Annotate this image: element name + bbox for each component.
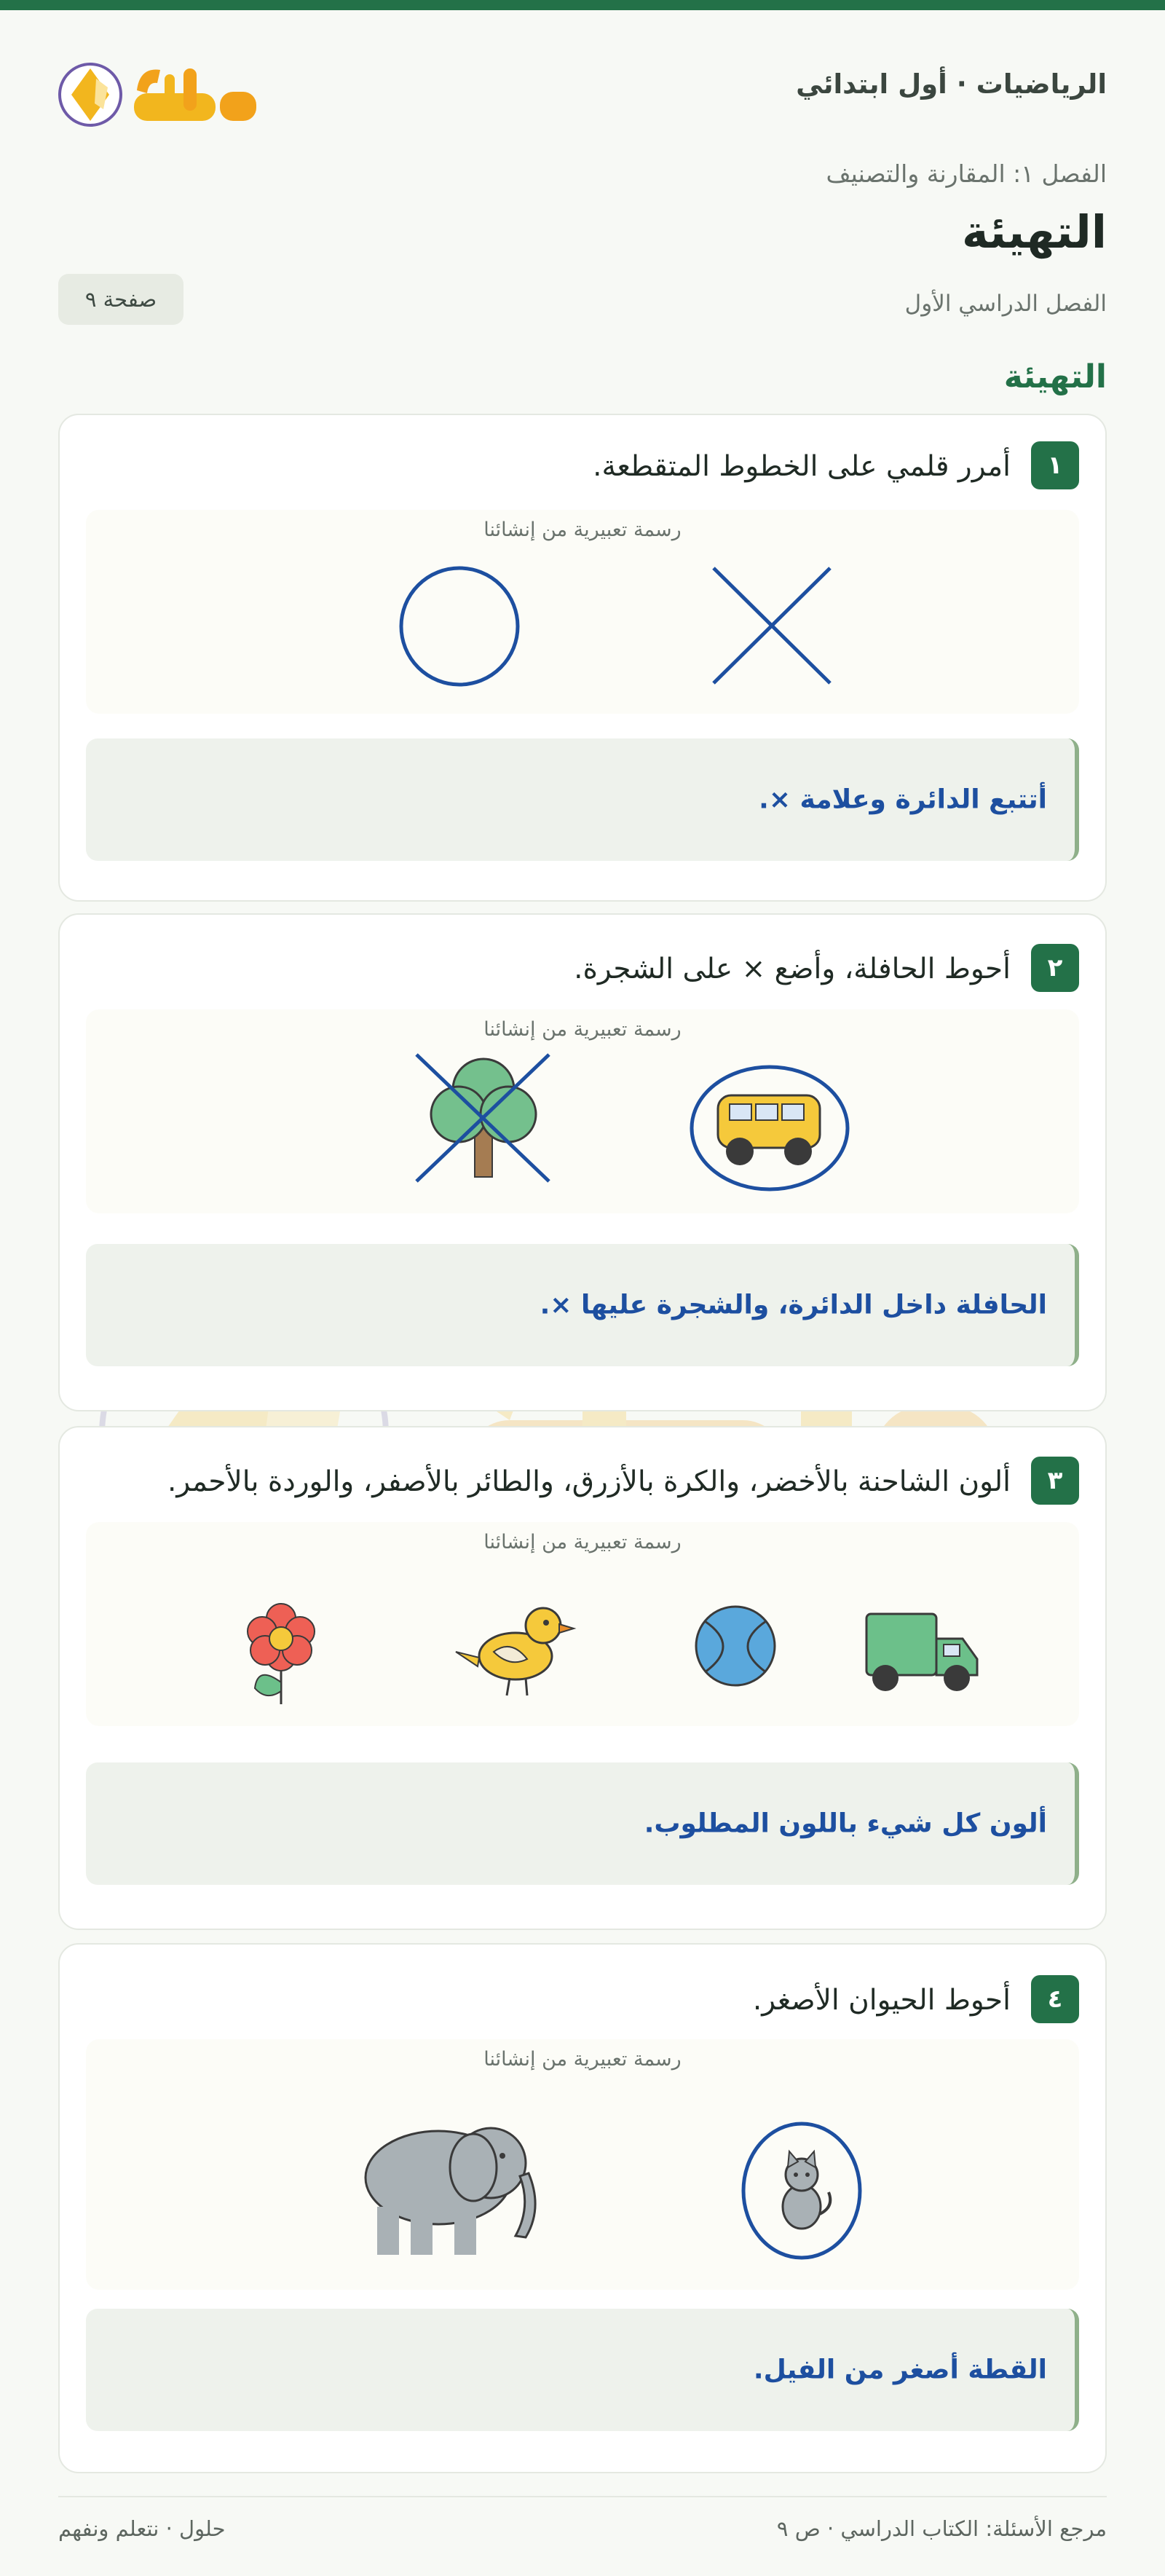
subject-grade: الرياضيات · أول ابتدائي	[796, 68, 1107, 100]
hulool-logo[interactable]	[58, 47, 262, 141]
question-card-1	[58, 414, 1107, 902]
elephant-icon[interactable]	[366, 2128, 535, 2255]
question-text: ألون الشاحنة بالأخضر، والكرة بالأزرق، والطائر بالأصفر، والوردة بالأحمر.	[167, 1465, 1011, 1498]
flower-icon[interactable]	[248, 1604, 315, 1704]
answer-box	[86, 1244, 1079, 1366]
question-figure	[86, 2039, 1079, 2290]
question-number: ٤	[1031, 1975, 1079, 2023]
question-figure	[86, 510, 1079, 714]
ball-icon[interactable]	[696, 1607, 775, 1685]
question-number: ٣	[1031, 1457, 1079, 1505]
semester-label: الفصل الدراسي الأول	[904, 291, 1107, 317]
logo-emblem-icon	[60, 64, 121, 125]
x-mark-icon[interactable]	[714, 568, 830, 683]
figure-caption: رسمة تعبيرية من إنشائنا	[483, 519, 682, 541]
tree-icon[interactable]	[416, 1055, 549, 1181]
question-text: أحوط الحيوان الأصغر.	[752, 1984, 1011, 2017]
answer-text: القطة أصغر من الفيل.	[753, 2355, 1047, 2385]
figure-caption: رسمة تعبيرية من إنشائنا	[483, 1018, 682, 1041]
chapter-title: الفصل ١: المقارنة والتصنيف	[826, 159, 1107, 188]
bird-icon[interactable]	[456, 1608, 574, 1695]
question-card-3	[58, 1426, 1107, 1930]
question-number: ١	[1031, 441, 1079, 489]
answer-text: أتتبع الدائرة وعلامة ×.	[759, 784, 1047, 815]
footer-brand: حلول · نتعلم ونفهم	[58, 2516, 226, 2541]
top-accent-bar	[0, 0, 1165, 10]
answer-box	[86, 2309, 1079, 2431]
answer-text: الحافلة داخل الدائرة، والشجرة عليها ×.	[540, 1290, 1047, 1320]
truck-icon[interactable]	[866, 1614, 977, 1691]
section-heading: التهيئة	[1003, 358, 1107, 395]
cat-icon[interactable]	[743, 2124, 860, 2258]
question-card-4	[58, 1943, 1107, 2473]
question-figure	[86, 1009, 1079, 1213]
question-text: أمرر قلمي على الخطوط المتقطعة.	[593, 450, 1011, 483]
answer-box	[86, 738, 1079, 861]
answer-text: ألون كل شيء باللون المطلوب.	[644, 1808, 1047, 1839]
bus-icon[interactable]	[692, 1067, 848, 1189]
page-number-badge: صفحة ٩	[58, 274, 183, 325]
answer-box	[86, 1762, 1079, 1885]
question-number: ٢	[1031, 944, 1079, 992]
question-figure	[86, 1522, 1079, 1726]
figure-caption: رسمة تعبيرية من إنشائنا	[483, 1531, 682, 1553]
circle-icon[interactable]	[401, 568, 518, 685]
figure-caption: رسمة تعبيرية من إنشائنا	[483, 2048, 682, 2071]
logo-wordmark	[134, 68, 256, 121]
question-text: أحوط الحافلة، وأضع × على الشجرة.	[574, 953, 1011, 985]
footer-reference: مرجع الأسئلة: الكتاب الدراسي · ص ٩	[776, 2516, 1107, 2541]
question-card-2	[58, 913, 1107, 1411]
footer-divider	[58, 2496, 1107, 2497]
page-title: التهيئة	[962, 205, 1107, 259]
